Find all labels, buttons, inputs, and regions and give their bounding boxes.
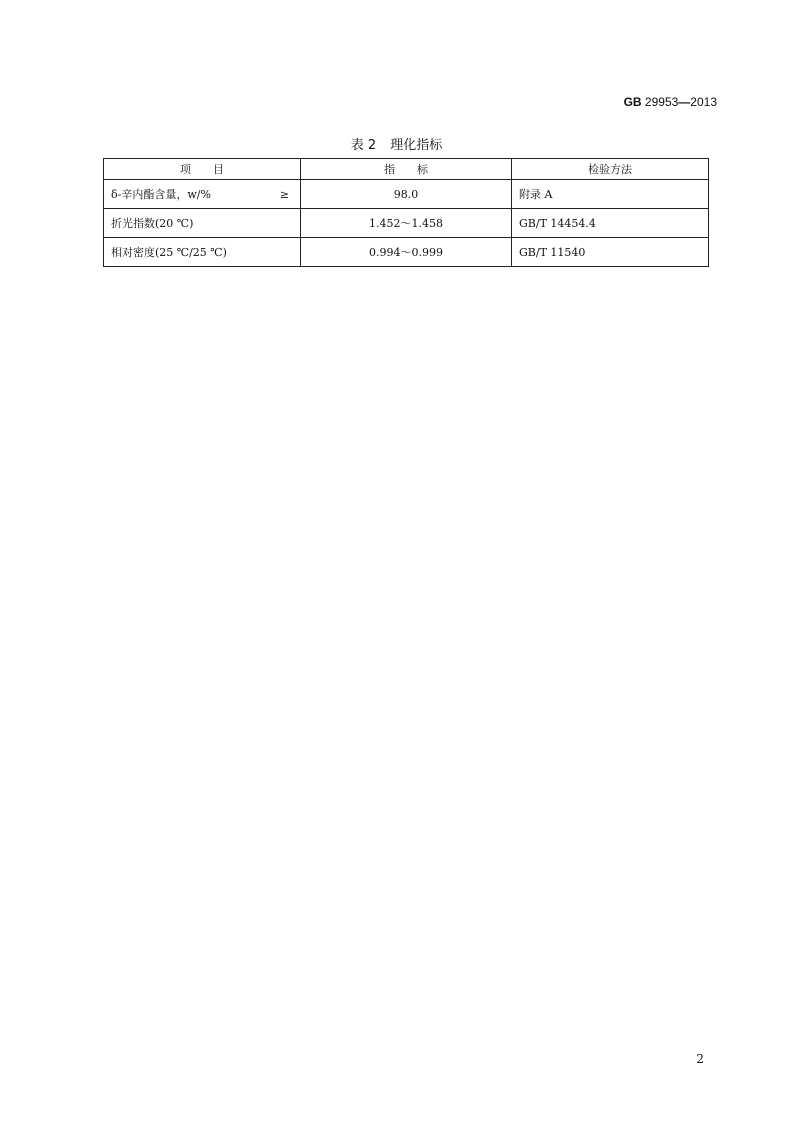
row-method: GB/T 14454.4 (512, 209, 709, 238)
column-header-method: 检验方法 (512, 159, 709, 180)
row-item-cell (104, 238, 301, 267)
row-value: 0.994～0.999 (301, 238, 512, 267)
table-row (104, 209, 709, 238)
row-item-cell (104, 209, 301, 238)
column-header-value: 指 标 (301, 159, 512, 180)
standard-year: 2013 (690, 95, 717, 109)
table-header-row (104, 159, 709, 180)
row-method: GB/T 11540 (512, 238, 709, 267)
standard-number: 29953 (644, 95, 679, 109)
row-item-label: 相对密度(25 ℃/25 ℃) (111, 246, 227, 259)
table-row (104, 238, 709, 267)
table-number: 表 2 (350, 138, 377, 153)
table-row (104, 180, 709, 209)
column-header-item: 项 目 (104, 159, 301, 180)
row-item-label: 折光指数(20 ℃) (111, 217, 194, 230)
page-number: 2 (696, 1052, 704, 1066)
standard-prefix: GB (623, 95, 642, 109)
table-caption: 理化指标 (390, 138, 443, 153)
row-value: 98.0 (301, 180, 512, 209)
standard-separator: — (678, 95, 691, 109)
table-title (0, 134, 793, 153)
comparison-symbol: ≥ (279, 187, 289, 201)
row-method: 附录 A (512, 180, 709, 209)
physicochemical-table (103, 158, 709, 267)
row-item-cell (104, 180, 301, 209)
standard-code (624, 95, 717, 109)
row-item-label: δ-辛内酯含量，w/% (111, 188, 211, 201)
row-value: 1.452～1.458 (301, 209, 512, 238)
